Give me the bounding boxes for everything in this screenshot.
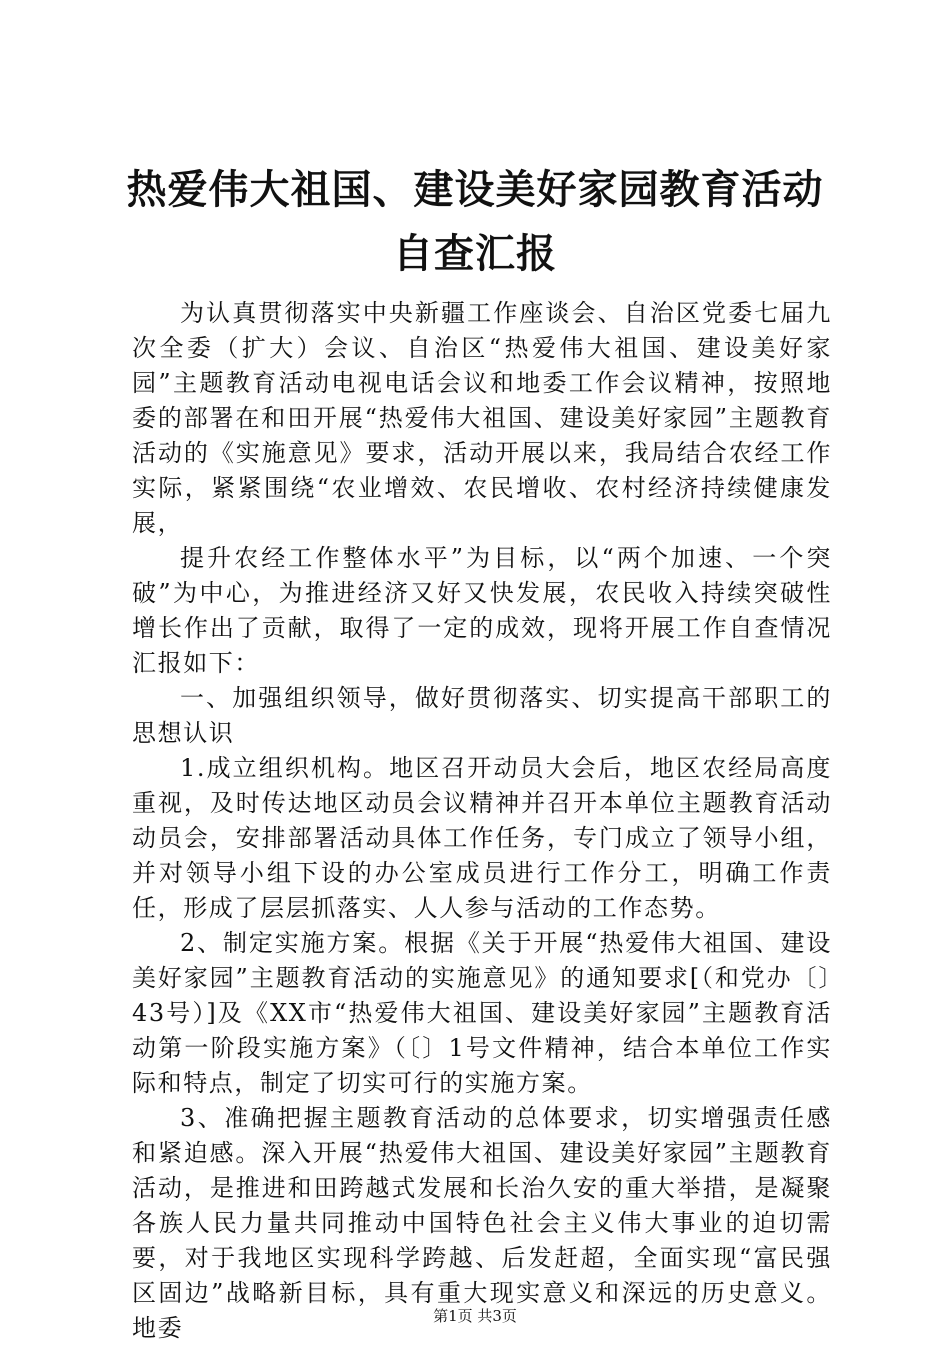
paragraph-item-2: 2、制定实施方案。根据《关于开展“热爱伟大祖国、建设美好家园”主题教育活动的实施意见》的通知要求[（和党办〔〕43号）]及《XX市“热爱伟大祖国、建设美好家园”主题教育活动第一阶段实施方案》（〔〕1号文件精神，结合本单位工作实际和特点，制定了切实可行的实施方案。 bbox=[132, 929, 832, 1097]
paragraph-item-1: 1.成立组织机构。地区召开动员大会后，地区农经局高度重视，及时传达地区动员会议精神并召开本单位主题教育活动动员会，安排部署活动具体工作任务，专门成立了领导小组，并对领导小组下设的办公室成员进行工作分工，明确工作责任，形成了层层抓落实、人人参与活动的工作态势。 bbox=[132, 754, 832, 922]
paragraph-goal: 提升农经工作整体水平”为目标，以“两个加速、一个突破”为中心，为推进经济又好又快发展，农民收入持续突破性增长作出了贡献，取得了一定的成效，现将开展工作自查情况汇报如下： bbox=[132, 544, 832, 677]
page-footer: 第1页 共3页 bbox=[433, 1307, 517, 1325]
section-heading-1: 一、加强组织领导，做好贯彻落实、切实提高干部职工的思想认识 bbox=[132, 684, 832, 747]
document-title: 热爱伟大祖国、建设美好家园教育活动自查汇报 bbox=[126, 166, 824, 277]
document-body bbox=[132, 296, 832, 1346]
paragraph-item-3: 3、准确把握主题教育活动的总体要求，切实增强责任感和紧迫感。深入开展“热爱伟大祖国、建设美好家园”主题教育活动，是推进和田跨越式发展和长治久安的重大举措，是凝聚各族人民力量共同推动中国特色社会主义伟大事业的迫切需要，对于我地区实现科学跨越、后发赶超，全面实现“富民强区固边”战略新目标，具有重大现实意义和深远的历史意义。地委 bbox=[132, 1104, 832, 1342]
paragraph-intro: 为认真贯彻落实中央新疆工作座谈会、自治区党委七届九次全委（扩大）会议、自治区“热爱伟大祖国、建设美好家园”主题教育活动电视电话会议和地委工作会议精神，按照地委的部署在和田开展“热爱伟大祖国、建设美好家园”主题教育活动的《实施意见》要求，活动开展以来，我局结合农经工作实际，紧紧围绕“农业增效、农民增收、农村经济持续健康发展， bbox=[132, 299, 832, 537]
